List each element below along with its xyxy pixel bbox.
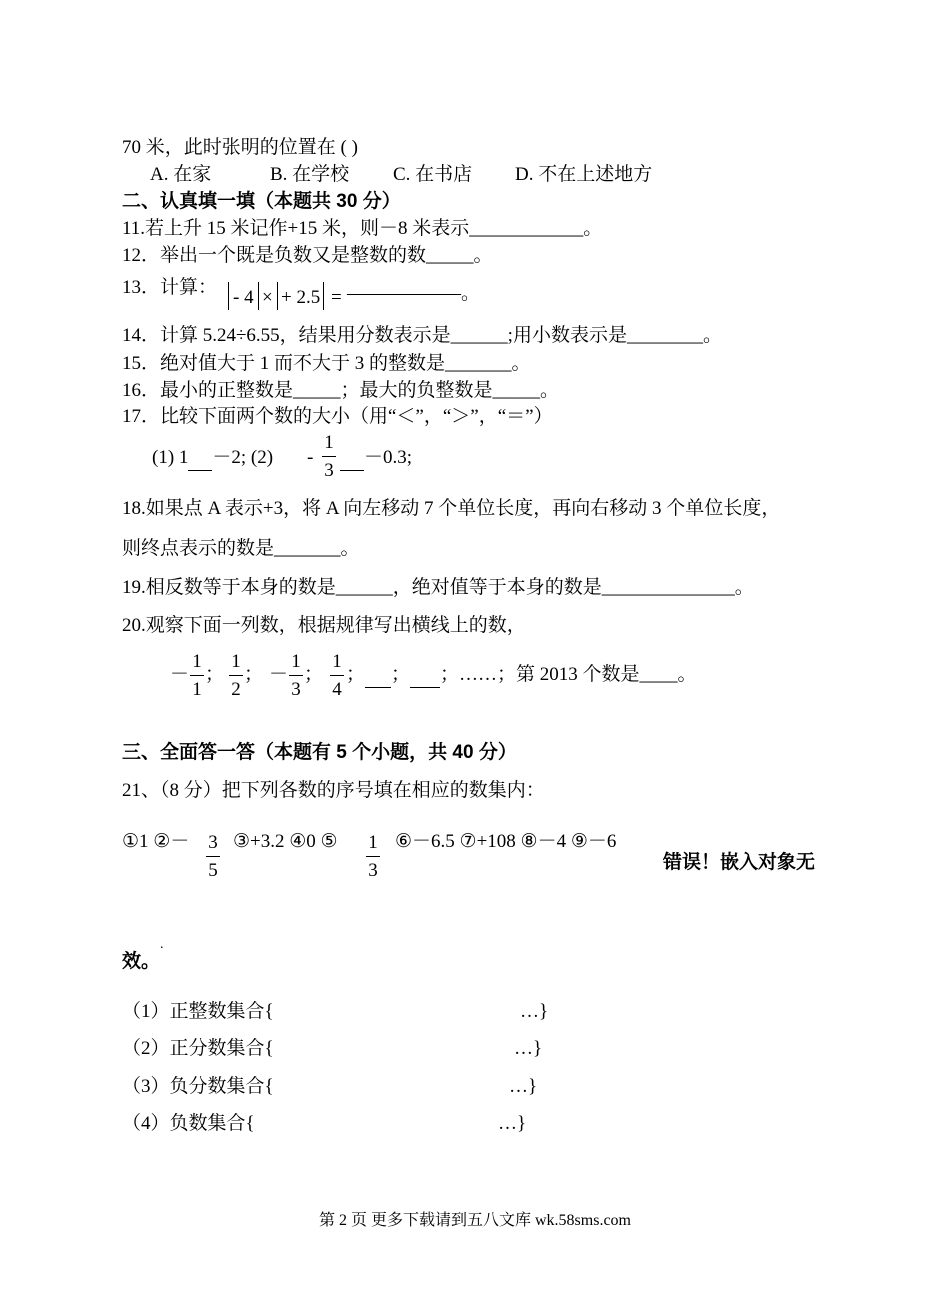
- fraction-denominator: 3: [368, 860, 378, 881]
- set-positive-fractions: [122, 1037, 543, 1061]
- set-label: （2）正分数集合{: [122, 1038, 274, 1059]
- question-17: 17．比较下面两个数的大小（用“＜”，“＞”，“＝”）: [122, 406, 553, 427]
- set-negative-numbers: [122, 1112, 527, 1136]
- fraction-numerator: 1: [192, 651, 202, 672]
- q17-part1-text: (1) 1: [152, 447, 189, 468]
- question-18-line2: 则终点表示的数是_______。: [122, 538, 360, 559]
- set-end: …}: [509, 1076, 538, 1097]
- q10-option-a: A. 在家: [150, 164, 212, 185]
- seq-fraction-4: [330, 651, 344, 701]
- question-14: 14．计算 5.24÷6.55，结果用分数表示是______;用小数表示是________。: [122, 325, 722, 346]
- fraction-bar: [366, 856, 380, 857]
- question-13-label: 13．计算：: [122, 277, 218, 298]
- fraction-bar: [206, 856, 220, 857]
- seq-separator: ；: [244, 664, 264, 685]
- q10-option-b: B. 在学校: [270, 164, 350, 185]
- embed-error-line1: 错误！嵌入对象无: [663, 852, 816, 873]
- page-footer: 第 2 页 更多下载请到五八文库 wk.58sms.com: [318, 1212, 631, 1229]
- q13-equals: =: [331, 287, 342, 308]
- abs-bar: [258, 282, 259, 310]
- q17-fraction: [322, 432, 336, 482]
- question-21: 21、（8 分）把下列各数的序号填在相应的数集内：: [122, 780, 545, 801]
- set-label: （3）负分数集合{: [122, 1076, 274, 1097]
- fraction-bar: [229, 675, 243, 676]
- q13-answer-blank: ——————。: [347, 283, 481, 304]
- question-15: 15．绝对值大于 1 而不大于 3 的整数是_______。: [122, 353, 531, 374]
- set-positive-integers: [122, 1000, 549, 1024]
- fraction-denominator: 3: [324, 460, 334, 481]
- question-16: 16．最小的正整数是_____；最大的负整数是_____。: [122, 380, 560, 401]
- embed-error-dot: .: [160, 937, 164, 952]
- fraction-numerator: 1: [231, 651, 241, 672]
- seq-sign-3: －: [269, 664, 289, 685]
- set-label: （1）正整数集合{: [122, 1001, 274, 1022]
- section-3-title: 三、全面答一答（本题有 5 个小题，共 40 分）: [122, 742, 517, 763]
- q10-option-d: D. 不在上述地方: [515, 164, 653, 185]
- q17-part2: [340, 446, 412, 471]
- embed-error-line2: 效。: [122, 951, 161, 972]
- q21-fraction-1: [206, 832, 220, 882]
- fraction-numerator: 1: [332, 651, 342, 672]
- question-12: 12．举出一个既是负数又是整数的数_____。: [122, 245, 493, 266]
- q21-fraction-2: [366, 832, 380, 882]
- section-2-title: 二、认真填一填（本题共 30 分）: [122, 191, 401, 212]
- seq-fraction-3: [289, 651, 303, 701]
- q13-plus25: + 2.5: [281, 287, 321, 308]
- seq-fraction-1: [190, 651, 204, 701]
- q17-neg-sign: -: [307, 447, 314, 468]
- fraction-numerator: 1: [291, 651, 301, 672]
- q17-part2-blank: [340, 446, 364, 471]
- fraction-bar: [190, 675, 204, 676]
- seq-separator: ；: [391, 664, 411, 685]
- q17-part1: [152, 446, 273, 471]
- question-19: 19.相反数等于本身的数是______，绝对值等于本身的数是______________。: [122, 577, 754, 598]
- fraction-denominator: 5: [208, 860, 218, 881]
- q17-part1-blank: [188, 446, 212, 471]
- q10-option-c: C. 在书店: [393, 164, 473, 185]
- q17-part2-tail: －0.3;: [364, 447, 413, 468]
- set-negative-fractions: [122, 1075, 538, 1099]
- seq-sign-1: －: [170, 664, 190, 685]
- seq-separator: ；: [346, 664, 366, 685]
- fraction-bar: [289, 675, 303, 676]
- question-11: 11.若上升 15 米记作+15 米，则－8 米表示____________。: [122, 218, 603, 239]
- seq-separator: ；: [304, 664, 324, 685]
- seq-fraction-2: [229, 651, 243, 701]
- set-end: …}: [514, 1038, 543, 1059]
- q13-times: ×: [262, 287, 273, 308]
- q10-stem: 70 米，此时张明的位置在 ( ): [122, 137, 358, 158]
- question-20: 20.观察下面一列数，根据规律写出横线上的数，: [122, 615, 526, 636]
- q21-numbers-c: ⑥－6.5 ⑦+108 ⑧－4 ⑨－6: [395, 831, 617, 852]
- fraction-bar: [322, 456, 336, 457]
- question-18-line1: 18.如果点 A 表示+3，将 A 向左移动 7 个单位长度，再向右移动 3 个单位长度，: [122, 498, 781, 519]
- fraction-numerator: 1: [324, 432, 334, 453]
- set-label: （4）负数集合{: [122, 1113, 255, 1134]
- seq-tail: ；……；第 2013 个数是____。: [440, 664, 697, 685]
- fraction-numerator: 1: [368, 832, 378, 853]
- q13-minus4: - 4: [233, 287, 254, 308]
- seq-blank-1: [365, 663, 391, 688]
- set-end: …}: [520, 1001, 549, 1022]
- fraction-numerator: 3: [208, 832, 218, 853]
- fraction-denominator: 3: [291, 679, 301, 700]
- seq-separator: ；: [205, 664, 225, 685]
- abs-bar: [323, 282, 324, 310]
- q17-part1-tail: －2; (2): [212, 447, 274, 468]
- fraction-denominator: 1: [192, 679, 202, 700]
- q21-numbers-a: ①1 ②－: [122, 831, 190, 852]
- abs-bar: [277, 282, 278, 310]
- set-end: …}: [498, 1113, 527, 1134]
- fraction-bar: [330, 675, 344, 676]
- fraction-denominator: 2: [231, 679, 241, 700]
- seq-blank-2: [410, 663, 440, 688]
- q21-numbers-b: ③+3.2 ④0 ⑤: [233, 831, 338, 852]
- seq-blanks: [346, 663, 697, 688]
- fraction-denominator: 4: [332, 679, 342, 700]
- abs-bar: [228, 282, 229, 310]
